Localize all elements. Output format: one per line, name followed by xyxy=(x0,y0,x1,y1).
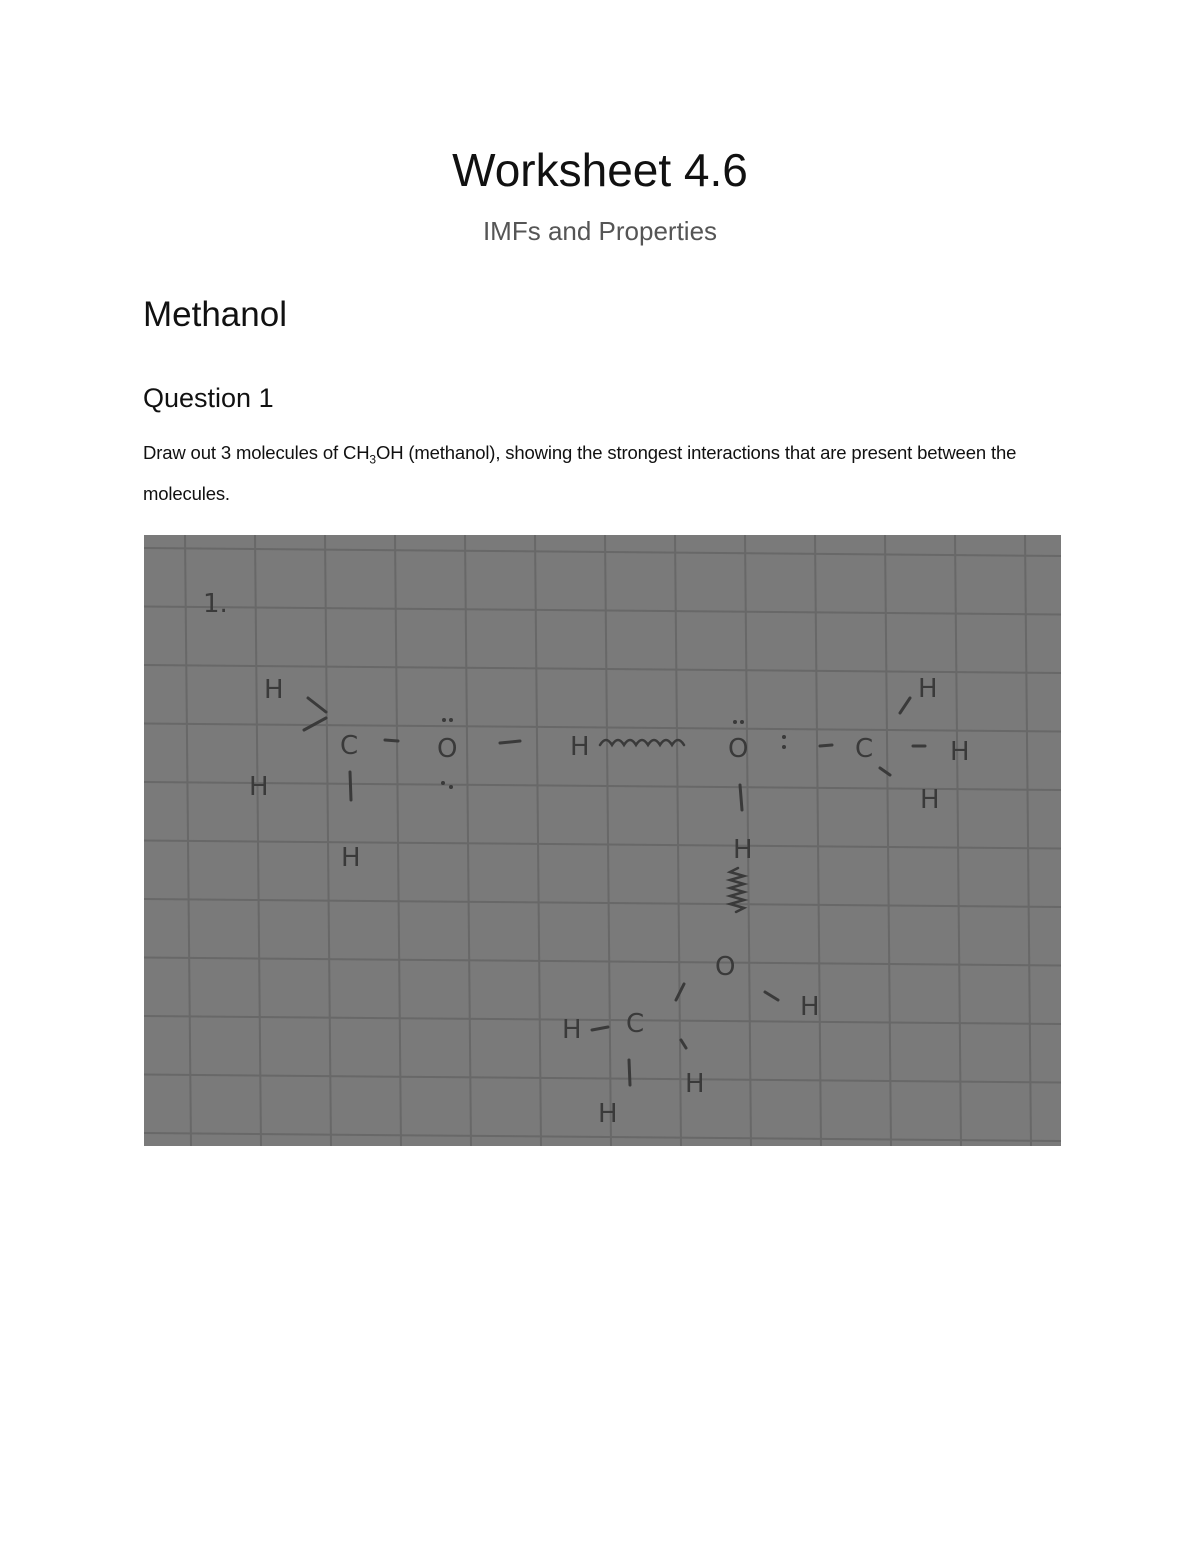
subscript: 3 xyxy=(369,452,376,467)
atom-h: H xyxy=(264,675,284,705)
atom-h: H xyxy=(598,1099,618,1129)
graph-paper-background xyxy=(144,535,1061,1146)
problem-number: 1. xyxy=(203,589,228,619)
atom-h: H xyxy=(341,843,361,873)
question-heading: Question 1 xyxy=(143,383,274,413)
atom-h: H xyxy=(800,992,820,1022)
worksheet-subtitle: IMFs and Properties xyxy=(482,216,718,246)
worksheet-title: Worksheet 4.6 xyxy=(452,144,748,196)
atom-h: H xyxy=(918,674,938,704)
atom-c: C xyxy=(855,734,874,764)
atom-h: H xyxy=(562,1015,582,1045)
atom-h: H xyxy=(570,732,590,762)
atom-o: O xyxy=(715,952,736,982)
handwritten-methanol-drawing-photo xyxy=(144,535,1061,1146)
atom-o: O xyxy=(437,734,458,764)
section-heading: Methanol xyxy=(143,295,287,334)
atom-h: H xyxy=(685,1069,705,1099)
atom-o: O xyxy=(728,734,749,764)
atom-h: H xyxy=(733,835,753,865)
atom-c: C xyxy=(340,731,359,761)
question-text-part: Draw out 3 molecules of CH xyxy=(143,442,370,463)
question-text-part: OH (methanol), showing the strongest interactions that are present between the molecules. xyxy=(143,442,1017,504)
atom-h: H xyxy=(920,785,940,815)
question-text xyxy=(143,436,1073,510)
atom-c: C xyxy=(626,1009,645,1039)
atom-h: H xyxy=(950,737,970,767)
atom-h: H xyxy=(249,772,269,802)
